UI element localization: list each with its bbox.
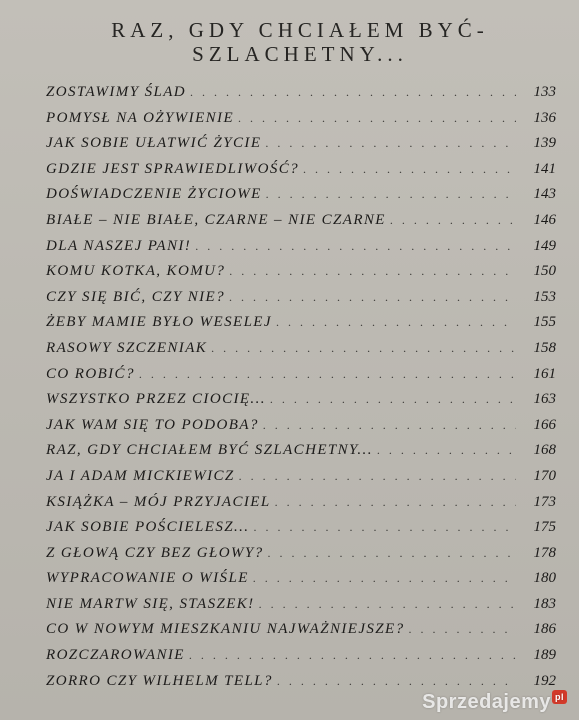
table-of-contents	[46, 84, 556, 698]
toc-entry	[46, 186, 556, 212]
toc-leader-dots	[409, 622, 516, 637]
toc-entry-page: 189	[533, 647, 556, 664]
toc-entry-title: ZOSTAWIMY ŚLAD	[46, 84, 187, 100]
toc-leader-dots	[253, 520, 516, 535]
toc-entry	[46, 366, 556, 392]
toc-entry-page: 161	[533, 365, 556, 382]
toc-entry	[46, 263, 556, 289]
toc-leader-dots	[266, 187, 516, 202]
toc-entry-page: 163	[533, 391, 556, 408]
toc-entry	[46, 289, 556, 315]
toc-entry	[46, 340, 556, 366]
toc-entry	[46, 621, 556, 647]
toc-leader-dots	[377, 443, 516, 458]
toc-leader-dots	[259, 597, 516, 612]
toc-leader-dots	[270, 392, 516, 407]
toc-leader-dots	[268, 546, 516, 561]
toc-entry-title: JAK WAM SIĘ TO PODOBA?	[46, 416, 259, 433]
toc-entry-title: ROZCZAROWANIE	[46, 647, 185, 664]
toc-entry-title: CZY SIĘ BIĆ, CZY NIE?	[46, 288, 226, 305]
toc-entry-title: ZORRO CZY WILHELM TELL?	[46, 672, 273, 689]
toc-entry-page: 143	[533, 186, 556, 203]
toc-leader-dots	[253, 571, 516, 586]
toc-entry	[46, 314, 556, 340]
toc-entry-page: 150	[533, 263, 556, 280]
toc-leader-dots	[390, 213, 516, 228]
toc-entry-page: 180	[533, 570, 556, 587]
toc-leader-dots	[211, 341, 516, 356]
toc-entry-page: 166	[533, 416, 556, 433]
toc-entry-title: ŻEBY MAMIE BYŁO WESELEJ	[46, 314, 272, 331]
toc-entry	[46, 391, 556, 417]
toc-entry-page: 141	[533, 160, 556, 177]
toc-entry-page: 186	[533, 621, 556, 638]
toc-entry	[46, 442, 556, 468]
sprzedajemy-watermark	[422, 690, 567, 714]
toc-entry-title: KOMU KOTKA, KOMU?	[46, 263, 226, 280]
toc-entry	[46, 161, 556, 187]
toc-leader-dots	[275, 495, 516, 510]
toc-entry	[46, 110, 556, 136]
toc-leader-dots	[189, 648, 516, 663]
toc-entry-title: JA I ADAM MICKIEWICZ	[46, 467, 235, 484]
toc-entry-page: 175	[533, 519, 556, 536]
toc-entry	[46, 238, 556, 264]
toc-entry-title: CO W NOWYM MIESZKANIU NAJWAŻNIEJSZE?	[46, 621, 405, 638]
chapter-title-line-1: RAZ, GDY CHCIAŁEM BYĆ-	[111, 18, 489, 42]
toc-entry	[46, 417, 556, 443]
toc-leader-dots	[277, 674, 516, 689]
watermark-text: Sprzedajemy	[422, 691, 551, 713]
toc-entry-page: 173	[533, 493, 556, 510]
toc-entry	[46, 596, 556, 622]
toc-entry-title: DLA NASZEJ PANI!	[46, 237, 192, 254]
toc-leader-dots	[276, 315, 516, 330]
toc-entry-title: POMYSŁ NA OŻYWIENIE	[46, 109, 235, 126]
toc-entry-page: 139	[533, 135, 556, 152]
toc-entry	[46, 212, 556, 238]
toc-leader-dots	[229, 290, 516, 305]
toc-entry	[46, 135, 556, 161]
toc-entry-title: NIE MARTW SIĘ, STASZEK!	[46, 595, 255, 612]
toc-entry-page: 146	[533, 211, 556, 228]
toc-entry-title: RAZ, GDY CHCIAŁEM BYĆ SZLACHETNY...	[46, 442, 373, 459]
toc-leader-dots	[265, 136, 516, 151]
toc-entry-title: KSIĄŻKA – MÓJ PRZYJACIEL	[46, 493, 271, 510]
toc-leader-dots	[263, 418, 516, 433]
chapter-title-line-2: SZLACHETNY...	[192, 42, 408, 66]
toc-entry-title: GDZIE JEST SPRAWIEDLIWOŚĆ?	[46, 160, 300, 177]
toc-entry-page: 155	[533, 314, 556, 331]
toc-leader-dots	[190, 85, 516, 100]
toc-entry-page: 158	[533, 339, 556, 356]
toc-entry-title: DOŚWIADCZENIE ŻYCIOWE	[46, 186, 262, 203]
toc-entry-title: WSZYSTKO PRZEZ CIOCIĘ...	[46, 391, 266, 408]
toc-entry-title: Z GŁOWĄ CZY BEZ GŁOWY?	[46, 544, 264, 561]
toc-entry-page: 168	[533, 442, 556, 459]
toc-leader-dots	[139, 367, 516, 382]
toc-entry	[46, 570, 556, 596]
toc-entry	[46, 545, 556, 571]
toc-entry-title: JAK SOBIE POŚCIELESZ...	[46, 519, 250, 536]
toc-entry-page: 178	[533, 544, 556, 561]
toc-entry	[46, 84, 556, 110]
toc-entry-page: 183	[533, 595, 556, 612]
toc-entry-page: 192	[533, 672, 556, 689]
toc-entry	[46, 468, 556, 494]
toc-entry-page: 170	[533, 467, 556, 484]
toc-entry-page: 136	[533, 109, 556, 126]
toc-entry-title: RASOWY SZCZENIAK	[46, 339, 208, 356]
watermark-badge: pl	[552, 690, 567, 704]
toc-entry	[46, 494, 556, 520]
toc-entry-page: 153	[533, 288, 556, 305]
toc-entry-title: BIAŁE – NIE BIAŁE, CZARNE – NIE CZARNE	[46, 211, 386, 228]
toc-entry-page: 149	[533, 237, 556, 254]
toc-entry-title: CO ROBIĆ?	[46, 365, 135, 382]
toc-leader-dots	[303, 162, 516, 177]
toc-leader-dots	[239, 469, 516, 484]
toc-entry-page: 133	[533, 84, 556, 100]
toc-leader-dots	[238, 111, 516, 126]
toc-entry	[46, 519, 556, 545]
toc-leader-dots	[195, 239, 516, 254]
toc-entry-title: WYPRACOWANIE O WIŚLE	[46, 570, 249, 587]
toc-entry	[46, 647, 556, 673]
toc-leader-dots	[229, 264, 516, 279]
toc-entry-title: JAK SOBIE UŁATWIĆ ŻYCIE	[46, 135, 262, 152]
